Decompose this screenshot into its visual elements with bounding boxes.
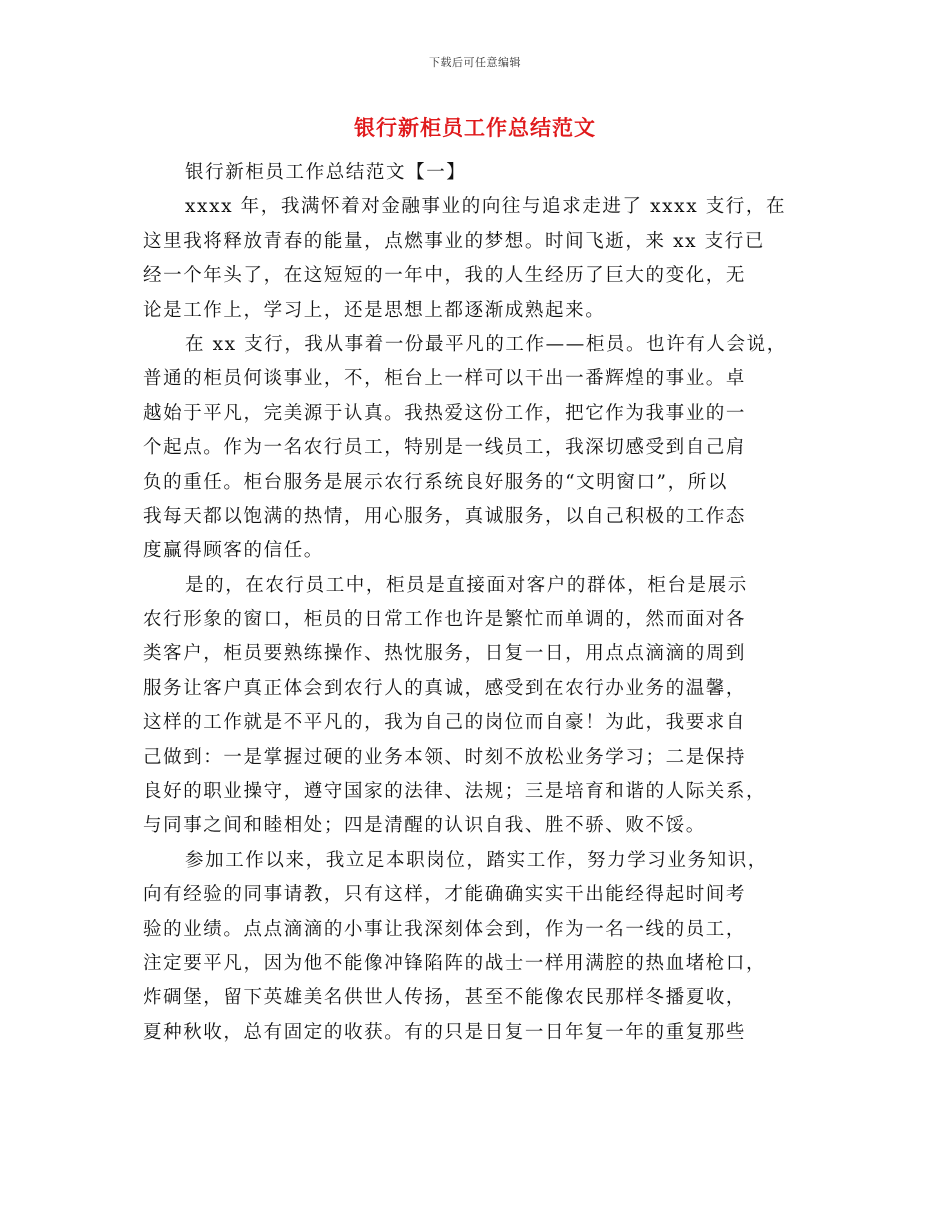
paragraph-line: 普通的柜员何谈事业，不，柜台上一样可以干出一番辉煌的事业。卓 [143, 368, 747, 390]
paragraph-line: 向有经验的同事请教，只有这样，才能确确实实干出能经得起时间考 [143, 884, 747, 906]
paragraph-line: 经一个年头了，在这短短的一年中，我的人生经历了巨大的变化，无 [143, 265, 747, 287]
paragraph-line: 在 xx 支行，我从事着一份最平凡的工作——柜员。也许有人会说， [185, 333, 787, 355]
paragraph-line: 个起点。作为一名农行员工，特别是一线员工，我深切感受到自己肩 [143, 437, 747, 459]
paragraph-2 [143, 328, 815, 569]
paragraph-4 [143, 844, 815, 1050]
paragraph-line: xxxx 年，我满怀着对金融事业的向往与追求走进了 xxxx 支行，在 [185, 196, 787, 218]
paragraph-line: 这样的工作就是不平凡的，我为自己的岗位而自豪！为此，我要求自 [143, 712, 747, 734]
paragraph-line: 参加工作以来，我立足本职岗位，踏实工作，努力学习业务知识， [185, 849, 768, 871]
paragraph-line: 度赢得顾客的信任。 [143, 540, 324, 562]
paragraph-line: 炸碉堡，留下英雄美名供世人传扬，甚至不能像农民那样冬播夏收， [143, 987, 747, 1009]
paragraph-line: 与同事之间和睦相处；四是清醒的认识自我、胜不骄、败不馁。 [143, 815, 706, 837]
header-note: 下载后可任意编辑 [429, 56, 521, 69]
paragraph-line: 这里我将释放青春的能量，点燃事业的梦想。时间飞逝，来 xx 支行已 [143, 230, 765, 252]
paragraph-line: 农行形象的窗口，柜员的日常工作也许是繁忙而单调的，然而面对各 [143, 609, 747, 631]
paragraph-line: 我每天都以饱满的热情，用心服务，真诚服务，以自己积极的工作态 [143, 505, 747, 527]
paragraph-line: 负的重任。柜台服务是展示农行系统良好服务的“文明窗口”，所以 [143, 471, 728, 493]
paragraph-1 [143, 190, 815, 328]
document-title: 银行新柜员工作总结范文 [354, 115, 596, 140]
paragraph-3 [143, 569, 815, 844]
section-heading: 银行新柜员工作总结范文【一】 [185, 162, 467, 183]
document-body [143, 156, 815, 1050]
paragraph-line: 类客户，柜员要熟练操作、热忱服务，日复一日，用点点滴滴的周到 [143, 643, 747, 665]
paragraph-line: 注定要平凡，因为他不能像冲锋陷阵的战士一样用满腔的热血堵枪口， [143, 952, 767, 974]
paragraph-line: 是的，在农行员工中，柜员是直接面对客户的群体，柜台是展示 [185, 574, 748, 596]
paragraph-line: 越始于平凡，完美源于认真。我热爱这份工作，把它作为我事业的一 [143, 402, 747, 424]
paragraph-line: 服务让客户真正体会到农行人的真诚，感受到在农行办业务的温馨， [143, 677, 747, 699]
paragraph-line: 夏种秋收，总有固定的收获。有的只是日复一日年复一年的重复那些 [143, 1021, 747, 1043]
paragraph-line: 验的业绩。点点滴滴的小事让我深刻体会到，作为一名一线的员工， [143, 918, 747, 940]
paragraph-line: 己做到：一是掌握过硬的业务本领、时刻不放松业务学习；二是保持 [143, 746, 747, 768]
paragraph-line: 论是工作上，学习上，还是思想上都逐渐成熟起来。 [143, 299, 606, 321]
paragraph-line: 良好的职业操守，遵守国家的法律、法规；三是培育和谐的人际关系， [143, 781, 767, 803]
